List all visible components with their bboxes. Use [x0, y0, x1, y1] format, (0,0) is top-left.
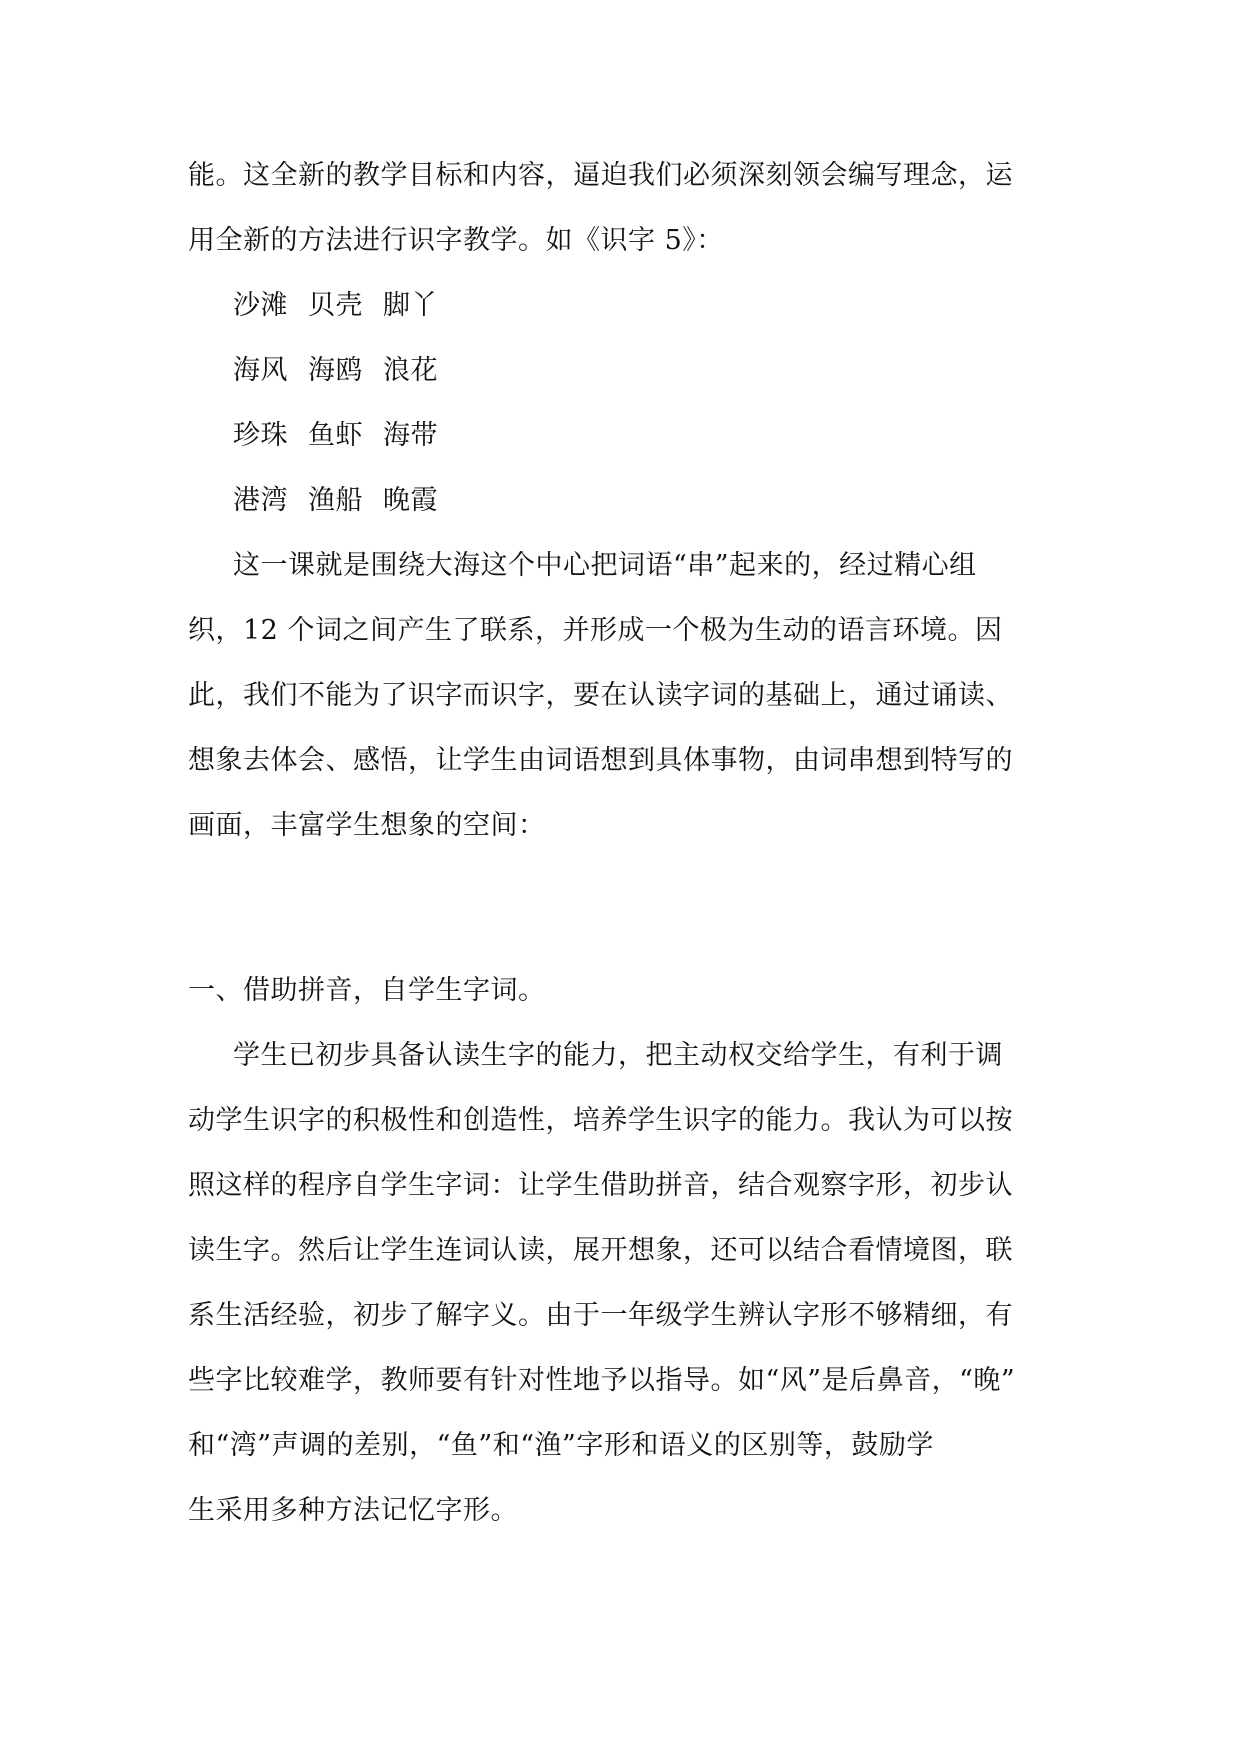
paragraph-line: 这一课就是围绕大海这个中心把词语“串”起来的，经过精心组: [233, 550, 977, 581]
word: 海鸥: [308, 355, 363, 386]
paragraph-line: 读生字。然后让学生连词认读，展开想象，还可以结合看情境图，联: [188, 1235, 1013, 1266]
paragraph-line: 想象去体会、感悟，让学生由词语想到具体事物，由词串想到特写的: [188, 745, 1013, 776]
word: 脚丫: [383, 290, 438, 321]
word: 鱼虾: [308, 420, 363, 451]
paragraph-line: 学生已初步具备认读生字的能力，把主动权交给学生，有利于调: [233, 1040, 1003, 1071]
word-row: [188, 351, 1058, 416]
intro-line: 用全新的方法进行识字教学。如《识字 5》：: [188, 225, 724, 256]
word: 贝壳: [308, 290, 363, 321]
word-row: [188, 416, 1058, 481]
document-page: [188, 156, 1058, 1556]
paragraph-line: 照这样的程序自学生字词：让学生借助拼音，结合观察字形，初步认: [188, 1170, 1013, 1201]
section-gap: [188, 871, 1058, 971]
word: 港湾: [233, 485, 288, 516]
word-row: [188, 481, 1058, 546]
paragraph-line: 画面，丰富学生想象的空间：: [188, 810, 546, 841]
word: 海带: [383, 420, 438, 451]
section-heading: 一、借助拼音，自学生字词。: [188, 975, 546, 1006]
word: 海风: [233, 355, 288, 386]
paragraph-line: 些字比较难学，教师要有针对性地予以指导。如“风”是后鼻音，“晚”: [188, 1365, 1016, 1396]
paragraph-line: 生采用多种方法记忆字形。: [188, 1495, 518, 1526]
intro-line: 能。这全新的教学目标和内容，逼迫我们必须深刻领会编写理念，运: [188, 160, 1013, 191]
paragraph-line: 织，12 个词之间产生了联系，并形成一个极为生动的语言环境。因: [188, 615, 1003, 646]
paragraph-line: 此，我们不能为了识字而识字，要在认读字词的基础上，通过诵读、: [188, 680, 1013, 711]
word-row: [188, 286, 1058, 351]
paragraph-line: 动学生识字的积极性和创造性，培养学生识字的能力。我认为可以按: [188, 1105, 1013, 1136]
word: 珍珠: [233, 420, 288, 451]
paragraph-line: 系生活经验，初步了解字义。由于一年级学生辨认字形不够精细，有: [188, 1300, 1013, 1331]
word: 渔船: [308, 485, 363, 516]
word: 沙滩: [233, 290, 288, 321]
paragraph-line: 和“湾”声调的差别，“鱼”和“渔”字形和语义的区别等，鼓励学: [188, 1430, 934, 1461]
word: 浪花: [383, 355, 438, 386]
word: 晚霞: [383, 485, 438, 516]
